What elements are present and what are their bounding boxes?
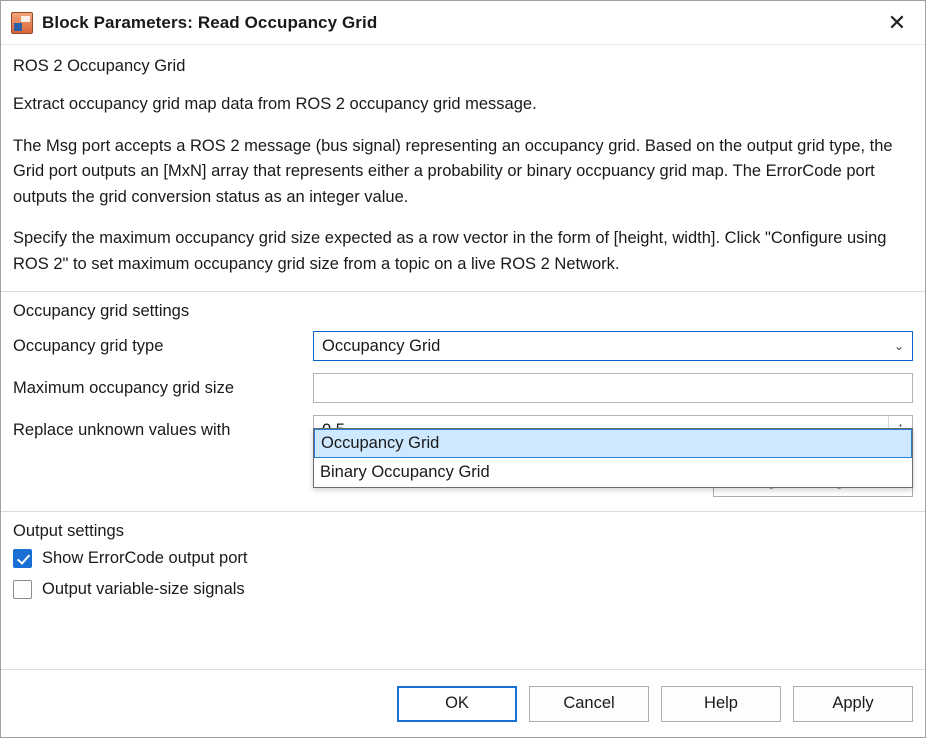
checkbox-output-variable-size-box[interactable] xyxy=(13,580,32,599)
occupancy-settings-title: Occupancy grid settings xyxy=(13,302,190,321)
chevron-down-icon: ⌄ xyxy=(893,339,904,354)
unknown-values-label: Replace unknown values with xyxy=(13,420,231,439)
window-title: Block Parameters: Read Occupancy Grid xyxy=(42,12,378,32)
max-size-input[interactable] xyxy=(313,373,913,403)
dropdown-option-binary-occupancy-grid[interactable]: Binary Occupancy Grid xyxy=(320,463,490,481)
grid-type-dropdown-list[interactable] xyxy=(313,428,913,488)
description-block xyxy=(1,76,925,277)
title-bar xyxy=(1,1,925,45)
simulink-block-icon xyxy=(11,12,33,34)
grid-type-value: Occupancy Grid xyxy=(322,336,441,355)
description-paragraph-3: Specify the maximum occupancy grid size expected as a row vector in the form of [height, width]. Click "Configure using ROS 2" to set maximum occupancy grid size from a topic on a live ROS 2 Network. xyxy=(13,229,887,273)
grid-type-label: Occupancy grid type xyxy=(13,336,164,355)
max-size-field xyxy=(313,373,913,403)
checkbox-show-errorcode-box[interactable] xyxy=(13,549,32,568)
description-paragraph-1: Extract occupancy grid map data from ROS 2 occupancy grid message. xyxy=(13,95,537,113)
grid-type-combobox[interactable] xyxy=(313,331,913,361)
output-settings-title: Output settings xyxy=(13,522,124,541)
ok-button[interactable]: OK xyxy=(397,686,517,722)
close-icon[interactable]: ✕ xyxy=(887,9,907,35)
description-paragraph-2: The Msg port accepts a ROS 2 message (bus signal) representing an occupancy grid. Based on the output grid type, the Grid port outputs an [MxN] array that represents either a probability or binary occpuancy grid map. The ErrorCode port outputs the grid conversion status as an integer value. xyxy=(13,136,893,206)
cancel-button[interactable]: Cancel xyxy=(529,686,649,722)
row-max-size xyxy=(13,369,913,407)
dropdown-option-occupancy-grid[interactable]: Occupancy Grid xyxy=(314,429,912,458)
help-button[interactable]: Help xyxy=(661,686,781,722)
apply-button[interactable]: Apply xyxy=(793,686,913,722)
checkbox-show-errorcode[interactable] xyxy=(1,543,925,574)
row-grid-type xyxy=(13,327,913,365)
description-heading: ROS 2 Occupancy Grid xyxy=(13,57,186,75)
checkbox-output-variable-size[interactable] xyxy=(1,574,925,605)
checkbox-show-errorcode-label: Show ErrorCode output port xyxy=(42,549,248,568)
dialog-body xyxy=(1,45,925,737)
checkbox-output-variable-size-label: Output variable-size signals xyxy=(42,580,245,599)
max-size-label: Maximum occupancy grid size xyxy=(13,378,234,397)
dialog-footer xyxy=(1,669,925,737)
grid-type-field xyxy=(313,331,913,361)
